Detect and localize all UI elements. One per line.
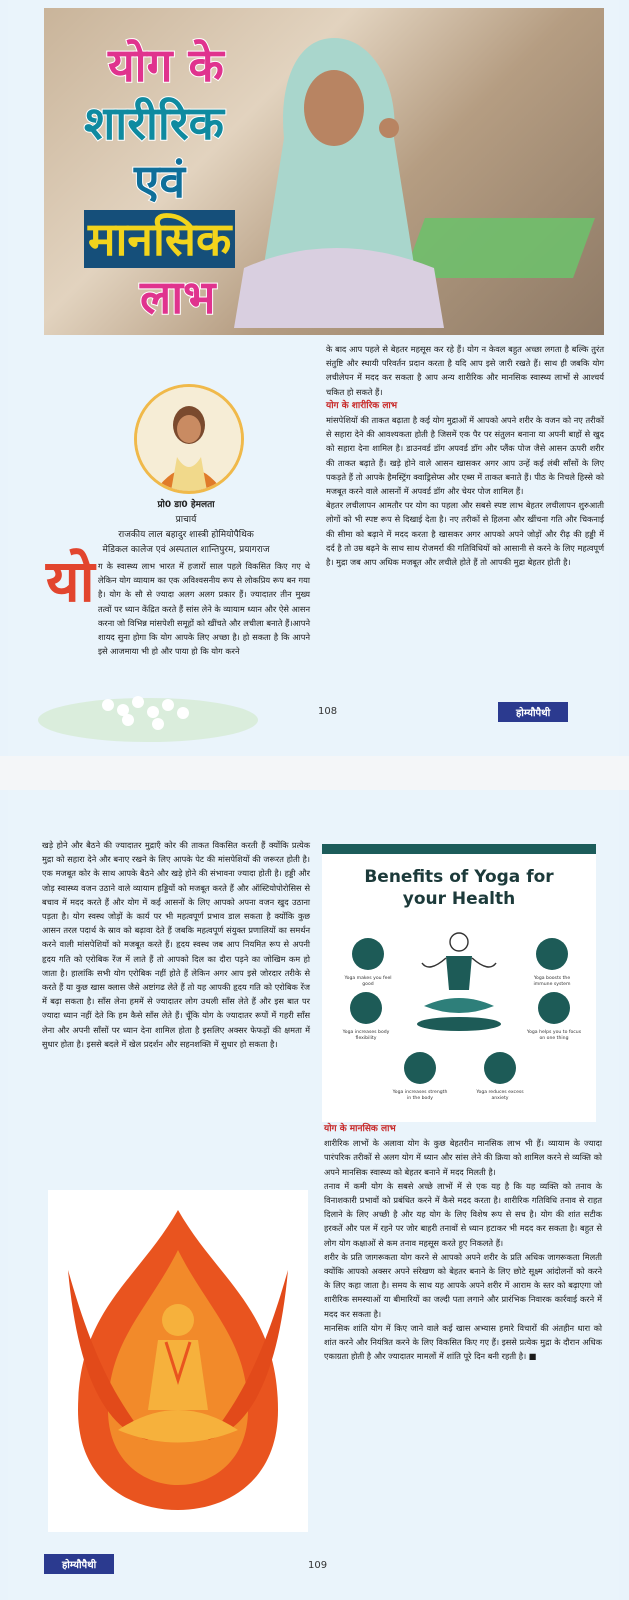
- author-portrait-icon: [137, 387, 241, 491]
- page-number: 109: [308, 1560, 328, 1571]
- left-column: [42, 838, 310, 1051]
- drop-cap: यो: [46, 547, 95, 615]
- physical-benefits-heading: योग के शारीरिक लाभ: [326, 400, 398, 411]
- infographic-title: [322, 866, 596, 910]
- right-intro-text: के बाद आप पहले से बेहतर महसूस कर रहे हैं। योग न केवल बहुत अच्छा लगता है बल्कि तुरंत संतुष्टि और स्थायी परिवर्तन प्रदान करता है यदि आप इसे जारी रखते हैं। साथ ही जबकि योग लचीलेपन में मदद कर सकता है आप अन्य शारीरिक और मानसिक स्वास्थ्य लाभों से आश्चर्य चकित हो सकते हैं।: [326, 344, 604, 397]
- author-college-line1: राजकीय लाल बहादुर शास्त्री होमियोपैथिक: [118, 530, 254, 540]
- page-number: 108: [318, 706, 338, 717]
- mental-benefits-heading: योग के मानसिक लाभ: [324, 1124, 396, 1134]
- author-photo: [134, 384, 244, 494]
- caption-anxiety: Yoga reduces excess anxiety: [476, 1090, 524, 1101]
- author-college-line2: मेडिकल कालेज एवं अस्पताल शान्तिपुरम, प्रयागराज: [102, 545, 270, 555]
- left-column-text: ग के स्वास्थ्य लाभ भारत में हजारों साल पहले विकसित किए गए थे लेकिन योग व्यायाम का एक अविश्वसनीय रूप से लोकप्रिय रूप बन गया है। योग के सौ से ज्यादा अलग अलग प्रकार हैं। ज्यादातर तीन मुख्य तत्वों पर ध्यान केंद्रित करते हैं सांस लेने के व्यायाम ध्यान और ऐसे आसन करना जो विभिन्न मांसपेशी समूहों को खींचते और लचीला बनाते हैं।आपने शायद सुना होगा कि योग आपके लिए अच्छा है। हो सकता है कि आपने इसे आजमाया भी हो और पाया हो कि योग करने: [98, 561, 310, 657]
- mental-benefits-p1: शारीरिक लाभों के अलावा योग के कुछ बेहतरीन मानसिक लाभ भी हैं। व्यायाम के ज्यादा पारंपरिक तरीकों से अलग योग में ध्यान और सांस लेने की क्रिया को शामिल करने से व्यक्ति को अपने मानसिक स्वास्थ्य को बेहतर बनाने में मदद मिलती है।: [324, 1138, 602, 1177]
- section-ribbon: होम्यौपैथी: [44, 1554, 114, 1574]
- title-line-4: मानसिक: [84, 210, 235, 268]
- right-column: [326, 342, 604, 569]
- magazine-page-108: [8, 0, 619, 756]
- mental-benefits-p3: शरीर के प्रति जागरूकता योग करने से आपको अपने शरीर के प्रति अधिक जागरूकता मिलती क्योंकि आपको अक्सर अपने संरेखण को बेहतर बनाने के लिए छोटे सूक्ष्म आंदोलनों को करने के लिए कहा जाता है। समय के साथ यह आपके अपने शरीर में आराम के स्तर को बढ़ाएगा जो शारीरिक समस्याओं या बीमारियों का जल्दी पता लगाने और प्रारंभिक निवारक कार्रवाई करने में मदद कर सकता है।: [324, 1251, 602, 1319]
- left-column-intro: [98, 559, 310, 658]
- author-designation: प्राचार्य: [175, 515, 197, 525]
- article-title: [84, 36, 254, 326]
- homeopathy-pills-decoration: [28, 650, 288, 750]
- immune-system-icon: [536, 938, 568, 970]
- left-column-text: खड़े होने और बैठने की ज्यादातर मुद्राएँ कोर की ताकत विकसित करती हैं क्योंकि प्रत्येक मुद्रा को सहारा देने और बनाए रखने के लिए आपके पेट की मांसपेशियों की जरूरत होती है। एक मजबूत कोर के साथ आपके बैठने और खड़े होने की संभावना ज्यादा होती है। हड्डी और जोड़ स्वास्थ्य वजन उठाने वाले व्यायाम हड्डियों को मजबूत करते हैं और ऑस्टियोपोरोसिस से बचाव में मदद करते हैं और योग में कई आसनों के लिए आपको अपना वजन खुद उठाना पड़ता है। योग स्वस्थ जोड़ों के कार्य पर भी महत्वपूर्ण प्रभाव डाल सकता है क्योंकि कुछ आसन तरल पदार्थ के स्राव को बढ़ावा देते हैं जबकि महत्वपूर्ण संयुक्त प्रणालियों का समर्थन करने वाली मांसपेशियों को मजबूत करते हैं। हृदय स्वस्थ जब आप नियमित रूप से अपनी हृदय गति को एरोबिक रेंज में लाते हैं तो आपको दिल का दौरा पड़ने का जोखिम कम हो जाता है। हालांकि सभी योग एरोबिक नहीं होते हैं लेकिन अगर आप इसे जोरदार तरीके से करते हैं या कुछ खास क्लास जैसे अष्टांगढ लेते हैं तो यह आपकी हृदय गति को एरोबिक रेंज में बढ़ा सकता है। साँस लेना हममें से ज्यादातर लोग उथली साँस लेते हैं और इस बात पर ज्यादा ध्यान नहीं देते कि हम कैसे साँस लेते हैं। चूँकि योग के ज्यादातर रूपों में गहरी साँस लेना और अपनी साँसों पर ध्यान देना शामिल होता है इसलिए अक्सर फेफड़ों की क्षमता में सुधार होता है। इससे बदले में खेल प्रदर्शन और सहनशक्ति में सुधार हो सकता है।: [42, 840, 310, 1049]
- caption-flexibility: Yoga increases body flexibility: [342, 1030, 390, 1041]
- infographic-title-line2: your Health: [402, 889, 516, 909]
- author-name: प्रो0 डा0 हेमलता: [157, 500, 215, 510]
- infographic-title-line1: Benefits of Yoga for: [364, 867, 554, 887]
- caption-immune: Yoga boosts the immune system: [533, 976, 571, 987]
- feel-good-icon: [352, 938, 384, 970]
- caption-focus: Yoga helps you to focus on one thing: [526, 1030, 582, 1041]
- meditating-woman-icon: [414, 928, 504, 1038]
- title-line-2: शारीरिक: [84, 96, 224, 150]
- yoga-flame-illustration: [48, 1190, 308, 1532]
- hero-photo: [44, 8, 604, 335]
- mental-benefits-p2: तनाव में कमी योग के सबसे अच्छे लाभों में से एक यह है कि यह व्यक्ति को तनाव के विनाशकारी प्रभावों को प्रबंधित करने में कैसे मदद करता है। शारीरिक गतिविधि तनाव से राहत दिलाने के लिए अच्छी है और यह योग के लिए विशेष रूप से सच है। योग की शांत सटीक हरकतें और पल में रहने पर जोर बाहरी तनावों से ध्यान हटाकर भी मदद कर सकता है। बहुत से लोग योग कक्षाओं से कम तनाव महसूस करते हुए निकलते हैं।: [324, 1180, 602, 1248]
- page-gap: [0, 756, 629, 790]
- section-ribbon: होम्यौपैथी: [498, 702, 568, 722]
- right-column: [324, 1122, 602, 1363]
- title-line-3: एवं: [134, 154, 186, 208]
- physical-benefits-p2: बेहतर लचीलापन आमतौर पर योग का पहला और सबसे स्पष्ट लाभ बेहतर लचीलापन शुरुआती लोगों को भी स्पष्ट रूप से दिखाई देता है। नए तरीकों से हिलना और खींचना गति और चिकनाई की सीमा को बढ़ाने में मदद करता है खासकर अगर आपको अपने जोड़ों और रीढ़ की हड्डी में दर्द है तो उम्र बढ़ने के साथ साथ रोजमर्रा की गतिविधियों को आसानी से करने के लिए महत्वपूर्ण है। मुद्रा जब आप अधिक मजबूत और लचीले होते हैं तो आपकी मुद्रा बेहतर होती है।: [326, 500, 604, 568]
- meditating-figure-flame-icon: [48, 1190, 308, 1532]
- physical-benefits-p1: मांसपेशियों की ताकत बढ़ाता है कई योग मुद्राओं में आपको अपने शरीर के वजन को नए तरीकों से सहारा देने की आवश्यकता होती है जिसमें एक पैर पर संतुलन बनाना या अपनी बाहों से खुद को सहारा देना शामिल है। डाउनवर्ड डॉग अपवर्ड डॉग और प्लैंक पोज जैसे आसन ऊपरी शरीर की ताकत बढ़ाते हैं। खड़े होने वाले आसन खासकर अगर आप उन्हें कई लंबी साँसों के लिए पकड़ते हैं तो आपके हैमस्ट्रिंग क्वाड्रिसेप्स और एब्स में ताकत बनाते हैं। पीठ के निचले हिस्से को मजबूत करने वाले आसनों में अपवर्ड डॉग और चेयर पोज शामिल हैं।: [326, 415, 604, 497]
- magazine-page-109: [8, 790, 619, 1600]
- mental-benefits-p4: मानसिक शांति योग में किए जाने वाले कई खास अभ्यास हमारे विचारों की अंतहीन धारा को शांत करने और नियंत्रित करने के लिए विकसित किए गए हैं। इससे प्रत्येक मुद्रा के दौरान अधिक एकाग्रता होती है और ज्यादातर मामलों में शांति पूरे दिन बनी रहती है। ■: [324, 1322, 602, 1362]
- caption-feel-good: Yoga makes you feel good: [344, 976, 392, 987]
- strength-icon: [404, 1052, 436, 1084]
- flexibility-icon: [350, 992, 382, 1024]
- title-line-1: योग के: [108, 38, 224, 92]
- yoga-benefits-infographic: [322, 844, 596, 1122]
- anxiety-icon: [484, 1052, 516, 1084]
- caption-strength: Yoga increases strength in the body: [392, 1090, 448, 1101]
- title-line-5: लाभ: [140, 270, 216, 324]
- focus-icon: [538, 992, 570, 1024]
